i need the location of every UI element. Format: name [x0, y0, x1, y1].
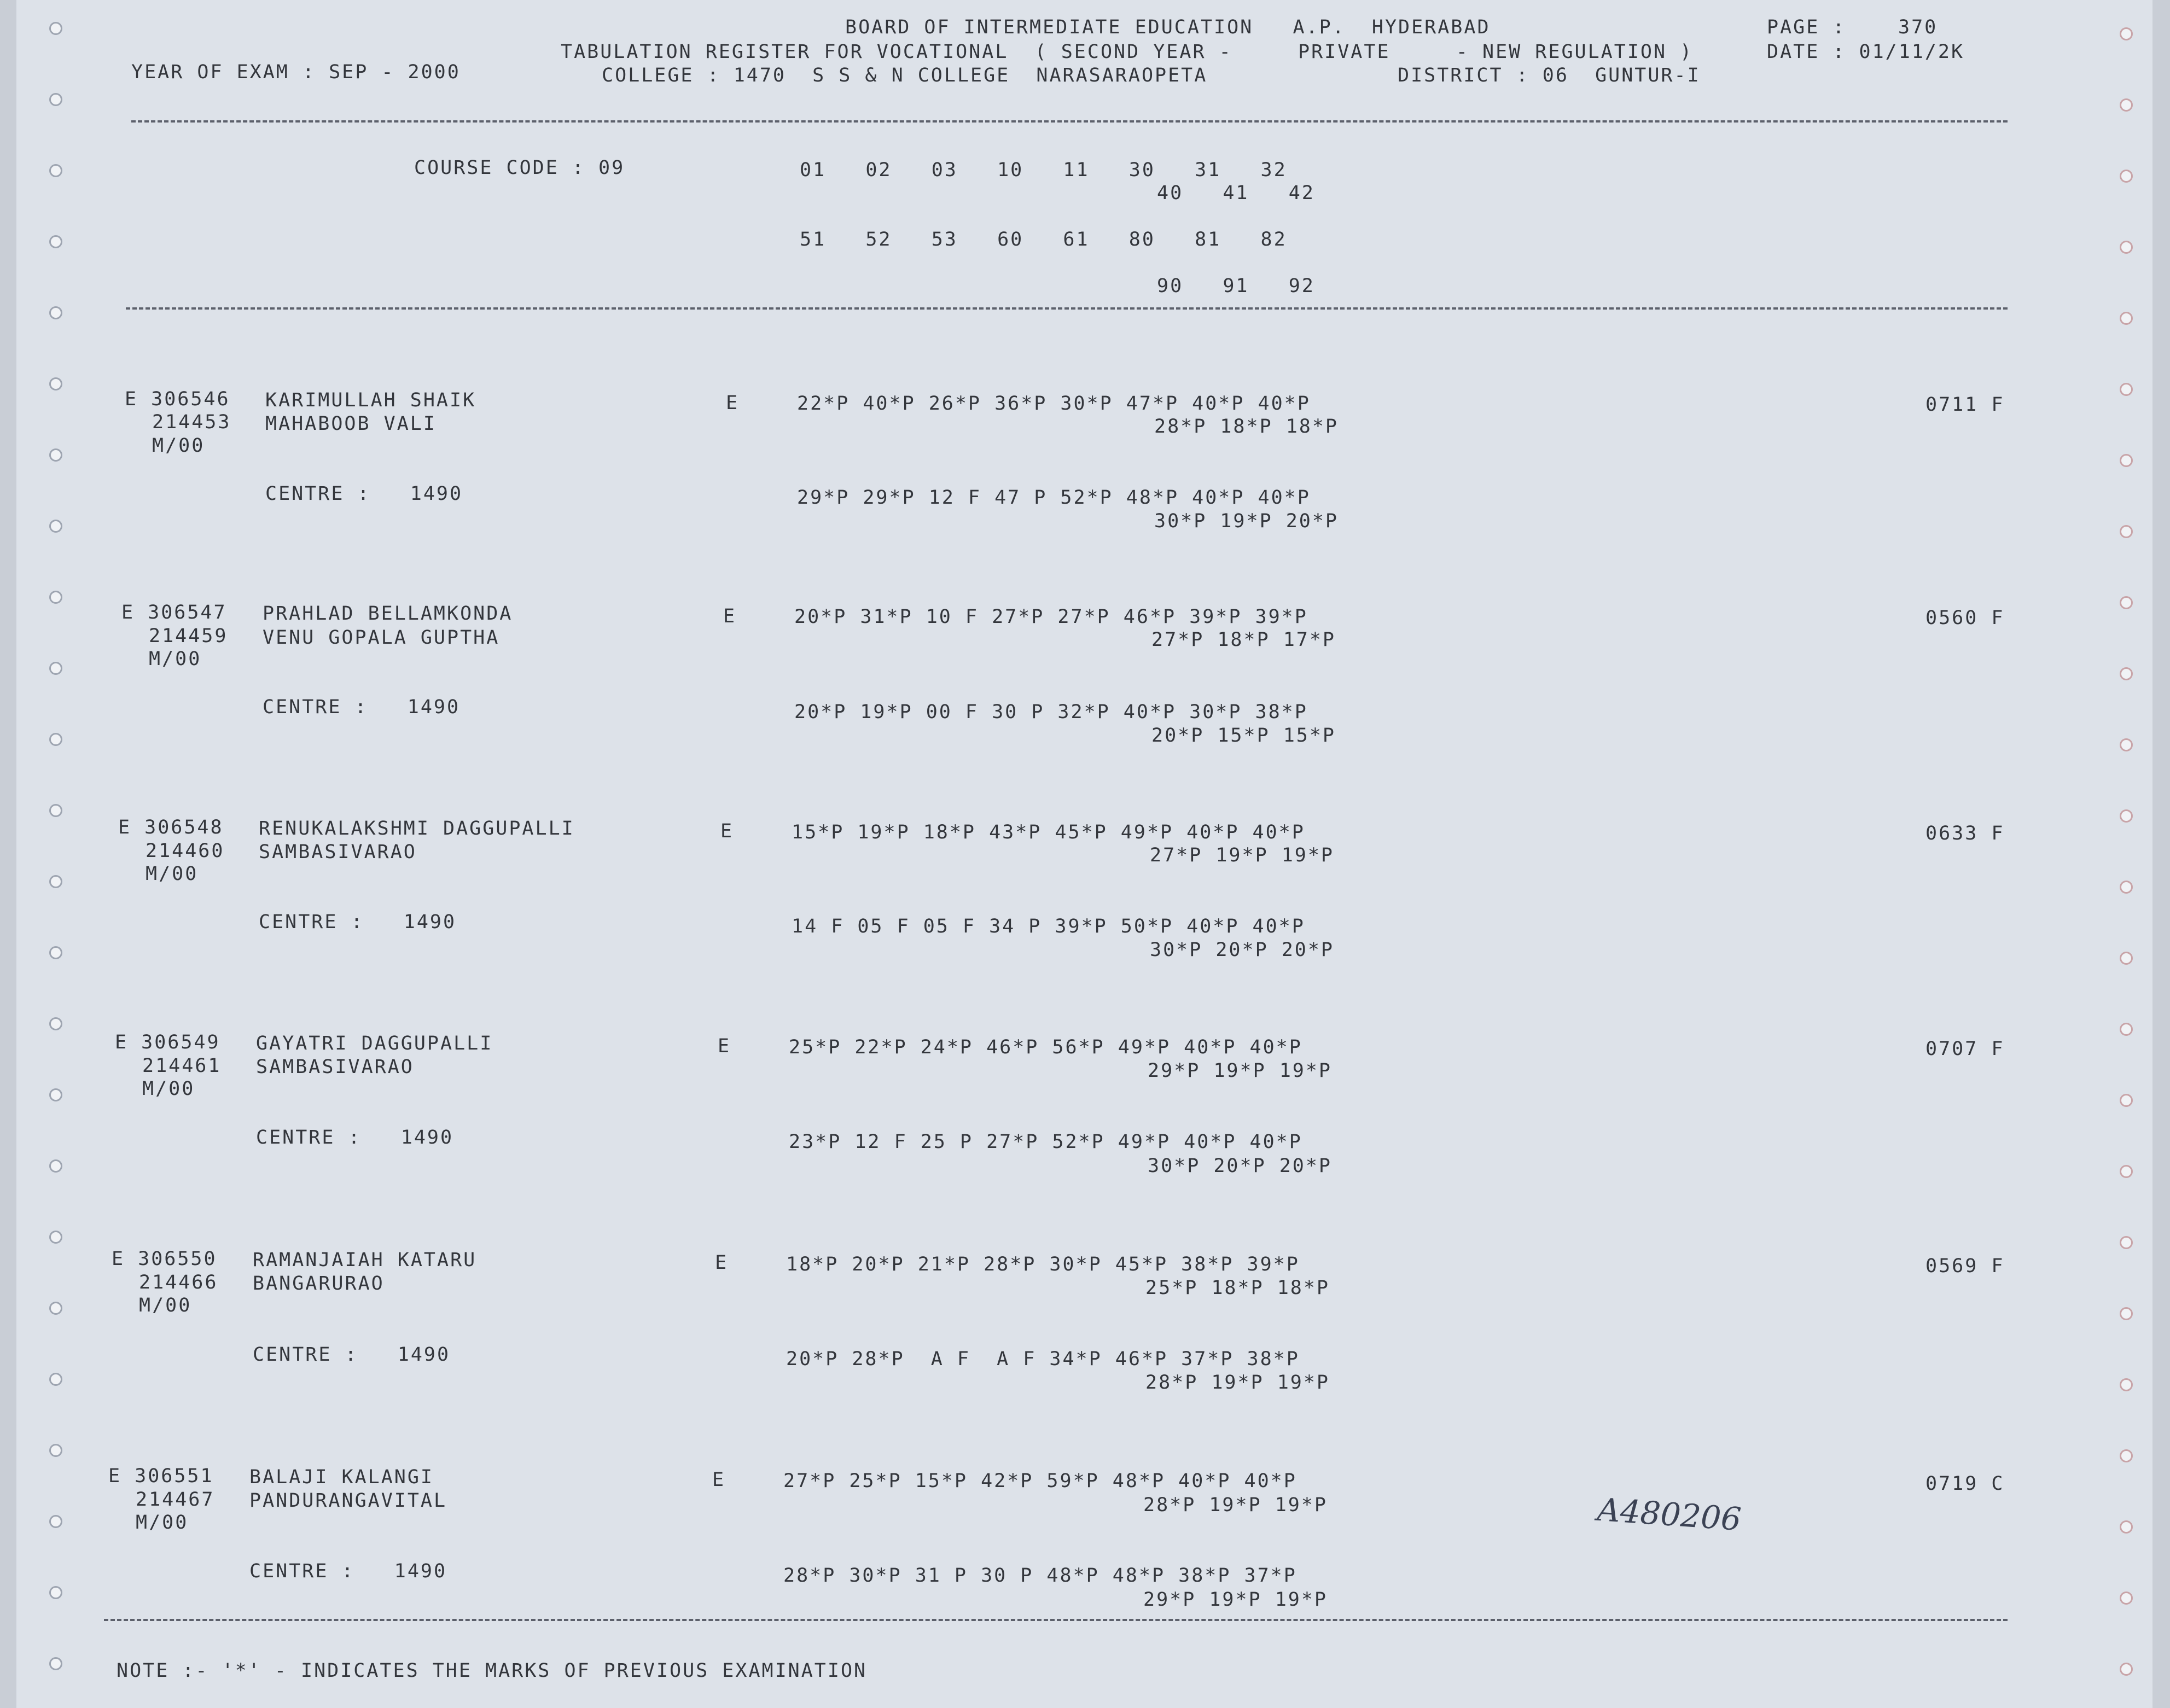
total-result: 0560 F [1925, 607, 2005, 629]
feed-hole-icon [2120, 27, 2133, 40]
feed-hole-icon [49, 662, 62, 675]
feed-hole-icon [49, 22, 62, 35]
marks-line-2: 28*P 19*P 19*P [1143, 1494, 1328, 1516]
tractor-feed-left [49, 0, 82, 1708]
register-sheet [16, 0, 2152, 1708]
marks-line-1: 27*P 25*P 15*P 42*P 59*P 48*P 40*P 40*P [783, 1470, 1297, 1492]
feed-hole-icon [2120, 98, 2133, 112]
feed-hole-icon [2120, 1023, 2133, 1036]
student-name: RENUKALAKSHMI DAGGUPALLI [259, 818, 575, 840]
feed-hole-icon [2120, 881, 2133, 894]
feed-hole-icon [49, 1657, 62, 1670]
feed-hole-icon [49, 1088, 62, 1101]
board-title: BOARD OF INTERMEDIATE EDUCATION A.P. HYDERABAD [845, 16, 1491, 38]
course-code: COURSE CODE : 09 [414, 157, 625, 179]
feed-hole-icon [2120, 738, 2133, 751]
feed-hole-icon [49, 520, 62, 533]
marks-line-2: 25*P 18*P 18*P [1145, 1277, 1330, 1299]
marks-line-3: 28*P 30*P 31 P 30 P 48*P 48*P 38*P 37*P [783, 1565, 1297, 1587]
feed-hole-icon [49, 1586, 62, 1599]
feed-hole-icon [2120, 952, 2133, 965]
registration-number: 214466 [139, 1272, 218, 1293]
print-date: DATE : 01/11/2K [1767, 41, 1965, 63]
centre: CENTRE : 1490 [256, 1127, 454, 1149]
feed-hole-icon [2120, 1094, 2133, 1107]
student-name: RAMANJAIAH KATARU [253, 1249, 477, 1271]
feed-hole-icon [2120, 1307, 2133, 1320]
feed-hole-icon [49, 946, 62, 959]
marks-line-1: 25*P 22*P 24*P 46*P 56*P 49*P 40*P 40*P [789, 1036, 1302, 1058]
page-number: 370 [1898, 16, 1938, 38]
feed-hole-icon [49, 448, 62, 462]
footer-rule [104, 1619, 2008, 1621]
parent-name: BANGARURAO [253, 1273, 385, 1295]
feed-hole-icon [2120, 809, 2133, 823]
hall-ticket-number: E 306551 [108, 1465, 214, 1487]
feed-hole-icon [49, 1302, 62, 1315]
feed-hole-icon [49, 1231, 62, 1244]
student-name: KARIMULLAH SHAIK [265, 389, 476, 411]
hall-ticket-number: E 306546 [125, 388, 230, 410]
medium: E [720, 820, 734, 842]
student-name: GAYATRI DAGGUPALLI [256, 1033, 493, 1054]
feed-hole-icon [2120, 525, 2133, 538]
marks-line-1: 20*P 31*P 10 F 27*P 27*P 46*P 39*P 39*P [794, 606, 1308, 628]
parent-name: SAMBASIVARAO [259, 841, 417, 863]
category-code: M/00 [136, 1512, 189, 1534]
centre: CENTRE : 1490 [249, 1560, 447, 1582]
hall-ticket-number: E 306550 [112, 1248, 217, 1270]
page-label: PAGE : [1767, 16, 1846, 38]
parent-name: PANDURANGAVITAL [249, 1490, 447, 1512]
category-code: M/00 [142, 1078, 195, 1100]
tractor-feed-right [2120, 0, 2152, 1708]
category-code: M/00 [139, 1295, 192, 1316]
subject-codes-row1: 01 02 03 10 11 30 31 32 [800, 159, 1287, 181]
marks-line-3: 29*P 29*P 12 F 47 P 52*P 48*P 40*P 40*P [797, 487, 1311, 509]
feed-hole-icon [2120, 312, 2133, 325]
year-of-exam: YEAR OF EXAM : SEP - 2000 [131, 61, 461, 83]
medium: E [718, 1035, 731, 1057]
registration-number: 214460 [146, 840, 225, 862]
feed-hole-icon [49, 1444, 62, 1457]
hall-ticket-number: E 306547 [121, 602, 227, 623]
feed-hole-icon [49, 804, 62, 817]
feed-hole-icon [49, 1515, 62, 1528]
subject-codes-row4: 90 91 92 [1157, 275, 1315, 297]
registration-number: 214461 [142, 1055, 222, 1077]
feed-hole-icon [2120, 667, 2133, 680]
student-name: PRAHLAD BELLAMKONDA [263, 603, 513, 625]
feed-hole-icon [49, 733, 62, 746]
category-code: M/00 [149, 648, 202, 670]
marks-line-2: 27*P 19*P 19*P [1150, 844, 1335, 866]
feed-hole-icon [49, 1373, 62, 1386]
feed-hole-icon [2120, 1236, 2133, 1249]
footer-note: NOTE :- '*' - INDICATES THE MARKS OF PREVIOUS EXAMINATION [117, 1660, 868, 1682]
register-title: TABULATION REGISTER FOR VOCATIONAL ( SECOND YEAR - PRIVATE - NEW REGULATION ) [561, 41, 1694, 63]
feed-hole-icon [2120, 383, 2133, 396]
marks-line-1: 18*P 20*P 21*P 28*P 30*P 45*P 38*P 39*P [786, 1254, 1300, 1275]
feed-hole-icon [2120, 1592, 2133, 1605]
feed-hole-icon [2120, 596, 2133, 609]
parent-name: SAMBASIVARAO [256, 1056, 414, 1078]
feed-hole-icon [49, 1159, 62, 1173]
marks-line-2: 28*P 18*P 18*P [1154, 416, 1339, 438]
feed-hole-icon [49, 93, 62, 106]
parent-name: MAHABOOB VALI [265, 413, 437, 435]
total-result: 0633 F [1925, 823, 2005, 844]
centre: CENTRE : 1490 [265, 483, 463, 505]
handwritten-annotation: A480206 [1596, 1490, 1743, 1538]
marks-line-3: 14 F 05 F 05 F 34 P 39*P 50*P 40*P 40*P [792, 916, 1305, 937]
registration-number: 214459 [149, 625, 228, 647]
feed-hole-icon [2120, 241, 2133, 254]
total-result: 0719 C [1925, 1473, 2005, 1495]
feed-hole-icon [2120, 1449, 2133, 1462]
feed-hole-icon [2120, 1520, 2133, 1534]
centre: CENTRE : 1490 [263, 696, 461, 718]
category-code: M/00 [146, 863, 199, 885]
subject-codes-row3: 51 52 53 60 61 80 81 82 [800, 229, 1287, 250]
medium: E [723, 605, 737, 627]
feed-hole-icon [2120, 454, 2133, 467]
student-name: BALAJI KALANGI [249, 1466, 434, 1488]
marks-line-4: 28*P 19*P 19*P [1145, 1372, 1330, 1394]
marks-line-3: 20*P 28*P A F A F 34*P 46*P 37*P 38*P [786, 1348, 1300, 1370]
feed-hole-icon [49, 377, 62, 390]
marks-line-4: 29*P 19*P 19*P [1143, 1589, 1328, 1611]
centre: CENTRE : 1490 [259, 911, 457, 933]
feed-hole-icon [2120, 1378, 2133, 1391]
course-rule [126, 307, 2008, 310]
total-result: 0707 F [1925, 1038, 2005, 1060]
centre: CENTRE : 1490 [253, 1344, 451, 1366]
feed-hole-icon [2120, 1663, 2133, 1676]
marks-line-1: 15*P 19*P 18*P 43*P 45*P 49*P 40*P 40*P [792, 821, 1305, 843]
marks-line-4: 30*P 20*P 20*P [1150, 939, 1335, 961]
feed-hole-icon [49, 235, 62, 248]
registration-number: 214467 [136, 1489, 215, 1511]
marks-line-3: 23*P 12 F 25 P 27*P 52*P 49*P 40*P 40*P [789, 1131, 1302, 1153]
hall-ticket-number: E 306549 [115, 1031, 220, 1053]
feed-hole-icon [49, 306, 62, 319]
feed-hole-icon [49, 875, 62, 888]
medium: E [715, 1252, 729, 1274]
hall-ticket-number: E 306548 [118, 817, 224, 838]
college-line: COLLEGE : 1470 S S & N COLLEGE NARASARAOPETA [602, 65, 1208, 86]
district-line: DISTRICT : 06 GUNTUR-I [1398, 65, 1701, 86]
feed-hole-icon [49, 591, 62, 604]
parent-name: VENU GOPALA GUPTHA [263, 627, 500, 649]
medium: E [726, 392, 740, 414]
feed-hole-icon [2120, 170, 2133, 183]
medium: E [712, 1469, 726, 1491]
feed-hole-icon [49, 164, 62, 177]
marks-line-2: 27*P 18*P 17*P [1151, 629, 1336, 651]
marks-line-1: 22*P 40*P 26*P 36*P 30*P 47*P 40*P 40*P [797, 393, 1311, 415]
marks-line-3: 20*P 19*P 00 F 30 P 32*P 40*P 30*P 38*P [794, 701, 1308, 723]
header-rule [131, 120, 2008, 123]
subject-codes-row2: 40 41 42 [1157, 182, 1315, 204]
marks-line-2: 29*P 19*P 19*P [1148, 1060, 1333, 1082]
category-code: M/00 [152, 435, 205, 457]
total-result: 0711 F [1925, 394, 2005, 416]
marks-line-4: 30*P 19*P 20*P [1154, 510, 1339, 532]
total-result: 0569 F [1925, 1255, 2005, 1277]
marks-line-4: 20*P 15*P 15*P [1151, 725, 1336, 747]
feed-hole-icon [2120, 1165, 2133, 1178]
feed-hole-icon [49, 1017, 62, 1030]
registration-number: 214453 [152, 411, 231, 433]
marks-line-4: 30*P 20*P 20*P [1148, 1155, 1333, 1177]
